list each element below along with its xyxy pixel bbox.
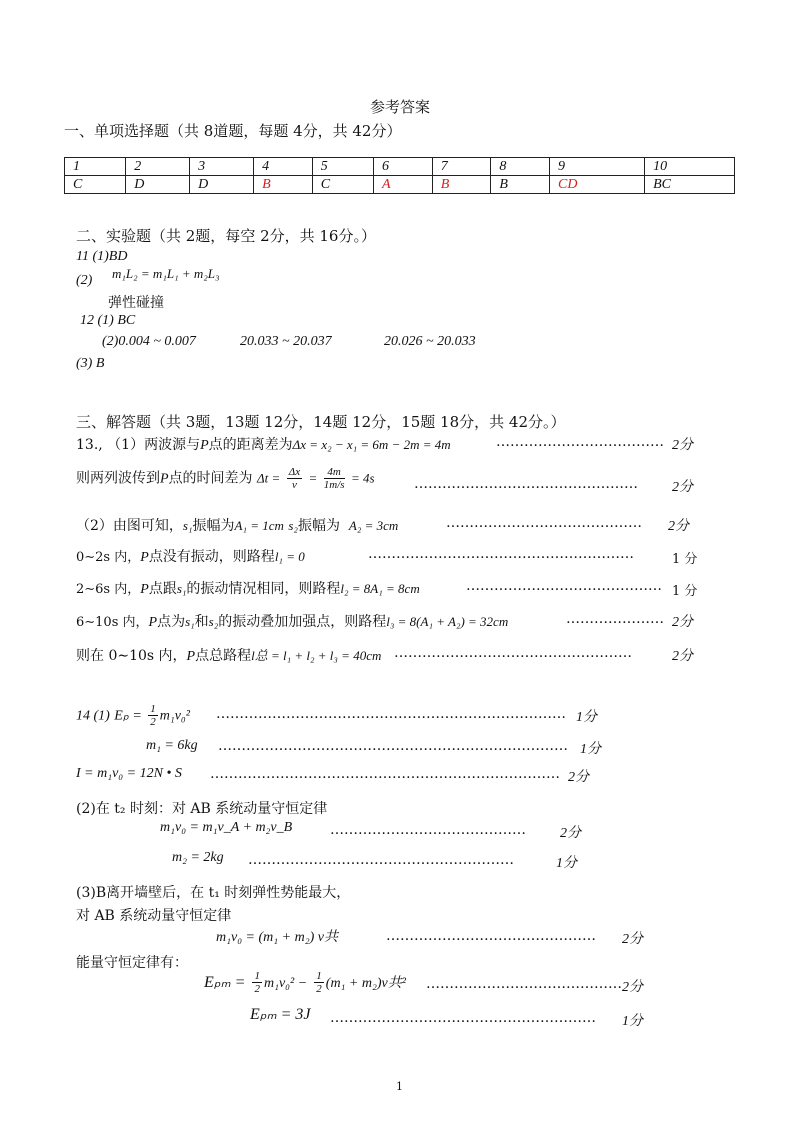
answer-table-answer-cell: A (374, 176, 433, 194)
q14-line11-score: 2分 (622, 980, 643, 995)
answer-table-answer-cell: D (190, 176, 254, 194)
q14-line5: m₁v₀ = m₁v_A + m₂v_B (160, 820, 293, 835)
answer-table-answer-cell: D (126, 176, 190, 194)
q13-line4: 0∼2s 内，P点没有振动，则路程l₁ = 0 (76, 549, 305, 565)
q13-line7-score: 2分 (672, 649, 693, 664)
q14-line4: (2)在 t₂ 时刻：对 AB 系统动量守恒定律 (76, 801, 328, 817)
q14-line9: m₁v₀ = (m₁ + m₂) v共 (216, 930, 338, 945)
answer-table-number-cell: 1 (65, 158, 126, 176)
answer-table-number-row (65, 158, 735, 176)
q14-line6-leader: ………………………………………………… (248, 852, 514, 868)
answer-table-number-cell: 10 (645, 158, 735, 176)
q13-line4-leader: ………………………………………………… (368, 546, 634, 562)
q13-line3-leader: …………………………………… (446, 515, 642, 531)
q12-part3: (3) B (76, 356, 105, 371)
q14-line9-leader: ……………………………………… (386, 928, 596, 944)
q14-line3: I = m₁v₀ = 12N • S (76, 766, 182, 781)
q14-line2-leader: ………………………………………………………………… (218, 738, 568, 754)
q13-line2: 则两列波传到P点的时间差为 Δt = $\frac{\Delta x}{v}$ = $\frac{4m}{1m/s}$ = 4s (76, 466, 375, 491)
answer-table-answer-cell: BC (645, 176, 735, 194)
q14-line7: (3)B离开墙壁后，在 t₁ 时刻弹性势能最大， (76, 885, 351, 901)
q13-line7: 则在 0∼10s 内，P点总路程l总 = l₁ + l₂ + l₃ = 40cm (76, 648, 382, 664)
q13-line1-score: 2分 (672, 438, 693, 453)
q13-line2-score: 2分 (672, 480, 693, 495)
section3-heading: 三、解答题（共 3题，13题 12分，14题 12分，15题 18分，共 42分。） (76, 413, 566, 431)
q12-part2: (2)0.004 ~ 0.007 (102, 334, 196, 349)
q13-line2-leader: ………………………………………… (414, 476, 638, 492)
q11-part1: 11 (1)BD (76, 249, 128, 264)
q13-line7-leader: …………………………………………… (394, 645, 632, 661)
section1-heading: 一、单项选择题（共 8道题，每题 4分，共 42分） (64, 122, 402, 140)
q12-part2-range3: 20.026 ~ 20.033 (384, 334, 476, 349)
q14-line5-score: 2分 (560, 826, 581, 841)
q13-line6-leader: ………………… (566, 611, 664, 627)
q13-line6: 6∼10s 内，P点为s₁和s₂的振动叠加加强点，则路程l₃ = 8(A₁ + A₂) = 32cm (76, 614, 509, 630)
answer-table-number-cell: 8 (491, 158, 550, 176)
answer-table-number-cell: 9 (550, 158, 645, 176)
q13-line1: 13., （1）两波源与P点的距离差为Δx = x₂ − x₁ = 6m − 2m = 4m (76, 437, 451, 453)
q12-part1: 12 (1) BC (80, 313, 136, 328)
answer-table-answer-cell: B (491, 176, 550, 194)
answer-table-answer-cell: CD (550, 176, 645, 194)
q13-line4-score: 1 分 (672, 552, 698, 567)
q14-line1-leader: ………………………………………………………………… (216, 706, 566, 722)
q14-line3-score: 2分 (568, 770, 589, 785)
answer-table-number-cell: 2 (126, 158, 190, 176)
section2-heading: 二、实验题（共 2题，每空 2分，共 16分。） (76, 227, 376, 245)
q13-line3: （2）由图可知，s₁振幅为A₁ = 1cm s₂振幅为 A₂ = 3cm (76, 518, 399, 534)
q14-line12: Eₚₘ = 3J (250, 1006, 311, 1023)
q14-line12-score: 1分 (622, 1014, 643, 1029)
answer-table (64, 157, 735, 194)
q14-line5-leader: …………………………………… (330, 822, 526, 838)
q14-line6: m₂ = 2kg (172, 850, 224, 865)
answer-table-answer-cell: C (65, 176, 126, 194)
q13-line5-score: 1 分 (672, 584, 698, 599)
q11-part2-label: (2) (76, 273, 93, 288)
q14-line9-score: 2分 (622, 932, 643, 947)
q12-part2-range2: 20.033 ~ 20.037 (240, 334, 332, 349)
q14-line2-score: 1分 (580, 742, 601, 757)
answer-table-answer-cell: B (432, 176, 491, 194)
q14-line10: 能量守恒定律有： (76, 955, 188, 971)
q13-line3-score: 2分 (668, 519, 689, 534)
answer-table-number-cell: 7 (432, 158, 491, 176)
q11-part2-text: 弹性碰撞 (108, 295, 164, 311)
q11-part2-formula: m₁L₂ = m₁L₁ + m₂L₃ (112, 266, 220, 281)
page-number: 1 (396, 1080, 403, 1093)
q14-line3-leader: ………………………………………………………………… (210, 766, 560, 782)
answer-table-answer-cell: B (254, 176, 313, 194)
answer-table-answer-cell: C (312, 176, 373, 194)
answer-table-number-cell: 6 (374, 158, 433, 176)
answer-table-number-cell: 3 (190, 158, 254, 176)
answer-table-answer-row (65, 176, 735, 194)
q14-line1-score: 1分 (576, 710, 597, 725)
q13-line6-score: 2分 (672, 615, 693, 630)
q13-line5: 2∼6s 内，P点跟s₁的振动情况相同，则路程l₂ = 8A₁ = 8cm (76, 581, 420, 597)
q14-line2: m₁ = 6kg (146, 738, 198, 753)
q14-line12-leader: ………………………………………………… (330, 1010, 596, 1026)
q14-line11: Eₚₘ = $\frac{1}{2}$ m₁v₀² − $\frac{1}{2}$ (m₁ + m₂)v共² (204, 970, 406, 995)
q14-line6-score: 1分 (556, 856, 577, 871)
q14-line11-leader: …………………………………… (426, 976, 622, 992)
q13-line5-leader: …………………………………… (466, 578, 662, 594)
q14-line1: 14 (1) Eₚ = $\frac{1}{2}$ m₁v₀² (76, 703, 190, 728)
q14-line8: 对 AB 系统动量守恒定律 (76, 908, 232, 924)
page-title: 参考答案 (370, 98, 431, 116)
answer-table-number-cell: 4 (254, 158, 313, 176)
answer-table-number-cell: 5 (312, 158, 373, 176)
q13-line1-leader: ……………………………… (496, 434, 664, 450)
